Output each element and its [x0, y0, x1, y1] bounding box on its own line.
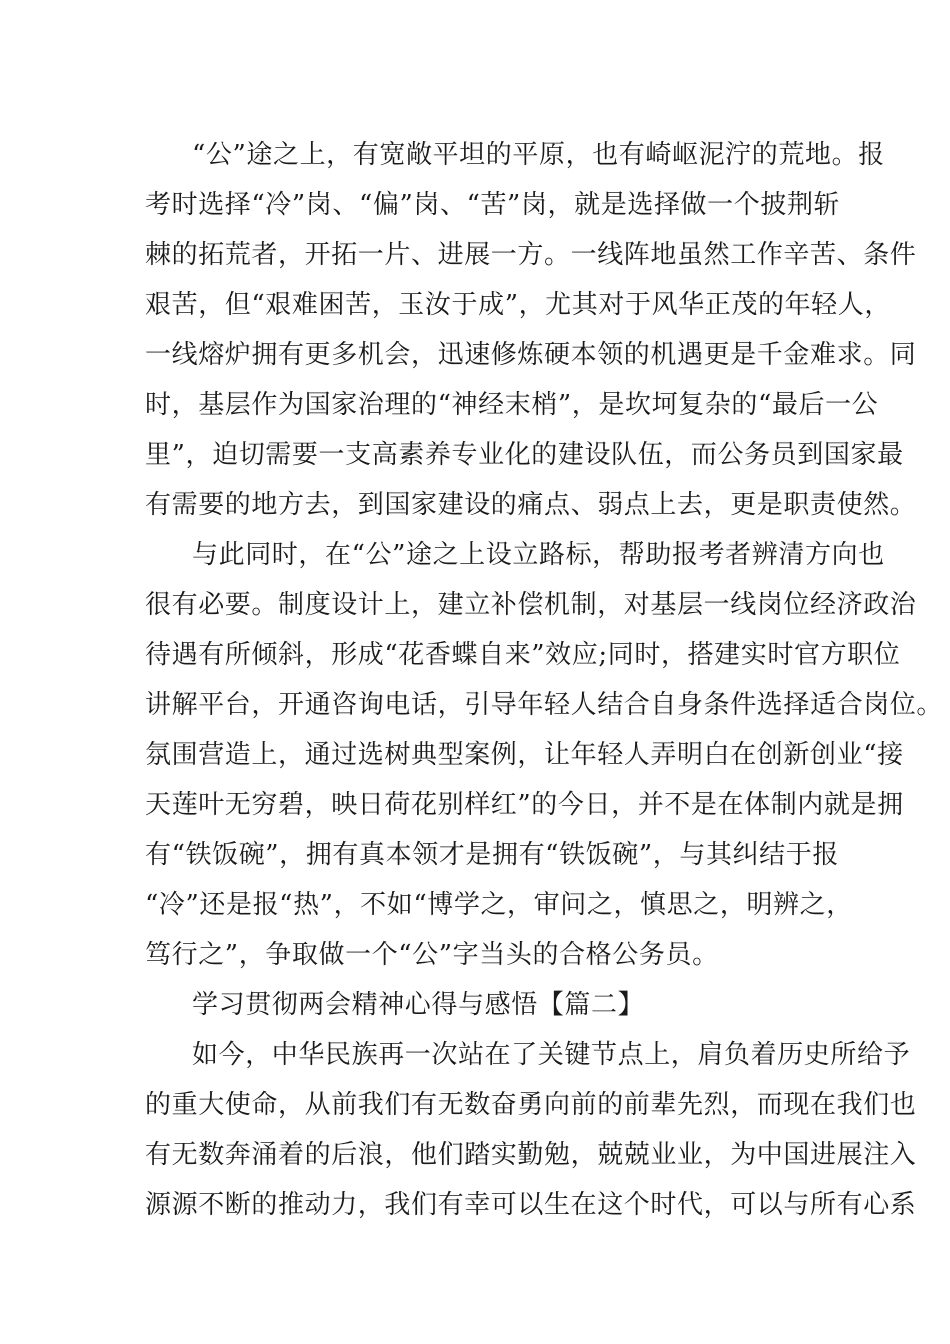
paragraph-line: 的重大使命，从前我们有无数奋勇向前的前辈先烈，而现在我们也: [145, 1090, 917, 1120]
paragraph-line: 天莲叶无穷碧，映日荷花别样红”的今日，并不是在体制内就是拥: [145, 790, 904, 820]
paragraph-line: 源源不断的推动力，我们有幸可以生在这个时代，可以与所有心系: [145, 1190, 917, 1220]
paragraph-line: 棘的拓荒者，开拓一片、进展一方。一线阵地虽然工作辛苦、条件: [145, 240, 917, 270]
paragraph-line: 如今，中华民族再一次站在了关键节点上，肩负着历史所给予: [192, 1040, 911, 1070]
paragraph-line: 与此同时，在“公”途之上设立路标，帮助报考者辨清方向也: [192, 540, 885, 570]
paragraph-line: 待遇有所倾斜，形成“花香蝶自来”效应;同时，搭建实时官方职位: [145, 640, 901, 670]
paragraph-line: 考时选择“冷”岗、“偏”岗、“苦”岗，就是选择做一个披荆斩: [145, 190, 841, 220]
paragraph-line: 笃行之”，争取做一个“公”字当头的合格公务员。: [145, 940, 719, 970]
paragraph-line: 有“铁饭碗”，拥有真本领才是拥有“铁饭碗”，与其纠结于报: [145, 840, 839, 870]
paragraph-line: 一线熔炉拥有更多机会，迅速修炼硬本领的机遇更是千金难求。同: [145, 340, 917, 370]
section-heading: 学习贯彻两会精神心得与感悟【篇二】: [192, 990, 645, 1020]
paragraph-line: 氛围营造上，通过选树典型案例，让年轻人弄明白在创新创业“接: [145, 740, 904, 770]
paragraph-line: “公”途之上，有宽敞平坦的平原，也有崎岖泥泞的荒地。报: [192, 140, 885, 170]
paragraph-line: 时，基层作为国家治理的“神经末梢”，是坎坷复杂的“最后一公: [145, 390, 879, 420]
paragraph-line: 很有必要。制度设计上，建立补偿机制，对基层一线岗位经济政治: [145, 590, 917, 620]
paragraph-line: 里”，迫切需要一支高素养专业化的建设队伍，而公务员到国家最: [145, 440, 904, 470]
paragraph-line: 讲解平台，开通咨询电话，引导年轻人结合自身条件选择适合岗位。: [145, 690, 944, 720]
paragraph-line: 有无数奔涌着的后浪，他们踏实勤勉，兢兢业业，为中国进展注入: [145, 1140, 917, 1170]
paragraph-line: 艰苦，但“艰难困苦，玉汝于成”，尤其对于风华正茂的年轻人，: [145, 290, 891, 320]
paragraph-line: “冷”还是报“热”，不如“博学之，审问之，慎思之，明辨之，: [145, 890, 853, 920]
paragraph-line: 有需要的地方去，到国家建设的痛点、弱点上去，更是职责使然。: [145, 490, 917, 520]
